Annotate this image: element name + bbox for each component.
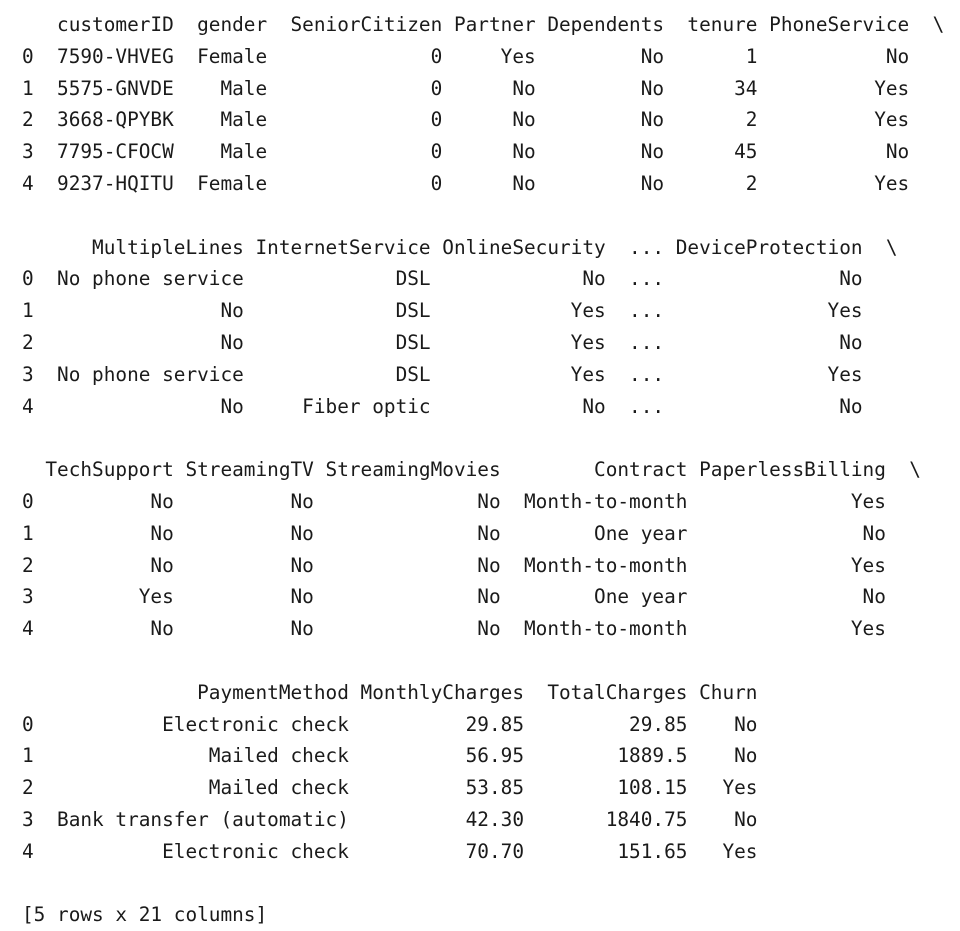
- output-line: [5 rows x 21 columns]: [22, 903, 268, 927]
- output-line: 1 5575-GNVDE Male 0 No No 34 Yes: [22, 76, 945, 100]
- output-line: 4 9237-HQITU Female 0 No No 2 Yes: [22, 171, 945, 195]
- output-line: [22, 868, 944, 900]
- output-line: 1 No No No One year No: [22, 521, 921, 545]
- output-line: PaymentMethod MonthlyCharges TotalCharges Churn: [22, 680, 781, 704]
- output-line: 0 No No No Month-to-month Yes: [22, 489, 921, 513]
- output-line: 2 No DSL Yes ... No: [22, 330, 898, 354]
- output-line: [22, 422, 944, 454]
- output-line: 4 Electronic check 70.70 151.65 Yes: [22, 839, 781, 863]
- output-line: 2 3668-QPYBK Male 0 No No 2 Yes: [22, 108, 945, 132]
- output-line: 4 No Fiber optic No ... No: [22, 394, 898, 418]
- output-line: 2 Mailed check 53.85 108.15 Yes: [22, 776, 781, 800]
- output-line: 3 7795-CFOCW Male 0 No No 45 No: [22, 140, 945, 164]
- output-line: 0 7590-VHVEG Female 0 Yes No 1 No: [22, 44, 945, 68]
- output-line: [22, 200, 944, 232]
- output-line: [22, 645, 944, 677]
- output-line: 1 Mailed check 56.95 1889.5 No: [22, 744, 781, 768]
- output-line: 0 No phone service DSL No ... No: [22, 267, 898, 291]
- output-line: 4 No No No Month-to-month Yes: [22, 617, 921, 641]
- output-line: customerID gender SeniorCitizen Partner Dependents tenure PhoneService \: [22, 13, 945, 36]
- output-line: 1 No DSL Yes ... Yes: [22, 299, 898, 323]
- output-line: TechSupport StreamingTV StreamingMovies Contract PaperlessBilling \: [22, 458, 921, 482]
- output-line: 2 No No No Month-to-month Yes: [22, 553, 921, 577]
- output-line: 3 Yes No No One year No: [22, 585, 921, 609]
- output-line: 0 Electronic check 29.85 29.85 No: [22, 712, 781, 736]
- output-line: 3 Bank transfer (automatic) 42.30 1840.75 No: [22, 807, 781, 831]
- output-line: 3 No phone service DSL Yes ... Yes: [22, 362, 898, 386]
- output-line: MultipleLines InternetService OnlineSecurity ... DeviceProtection \: [22, 235, 898, 259]
- dataframe-output: [22, 9, 944, 931]
